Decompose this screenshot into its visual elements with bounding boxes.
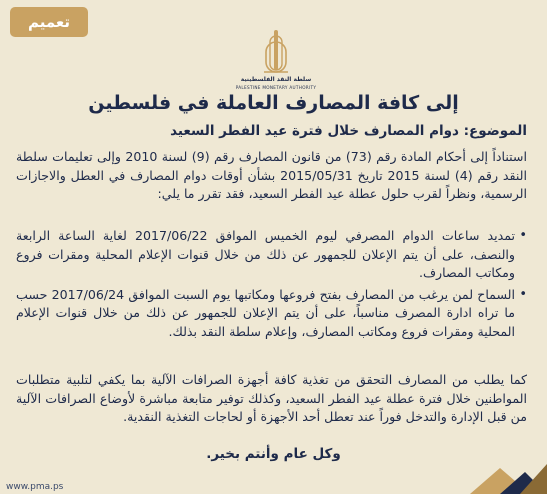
pma-logo [216, 30, 336, 92]
footer-decoration [0, 454, 547, 494]
atm-paragraph: كما يطلب من المصارف التحقق من تغذية كافة أجهزة الصرافات الآلية بما يكفي لتلبية متطلبات المواطنين خلال فترة عطلة عيد الفطر السعيد، وكذلك توفير متابعة مباشرة لأوضاع الصرافات الآلية من قبل الإدارة والتدخل فوراً عند تعطل أحد الأجهزة أو لحاجات التغذية النقدية. [16, 372, 527, 425]
decision-item-2: • السماح لمن يرغب من المصارف بفتح فروعها ومكاتبها يوم السبت الموافق 2017/06/24 حسب ما تراه ادارة المصرف مناسباً، على أن يتم الإعلان للجمهور عن ذلك من خلال قنوات الإعلام المحلية ومقرات فروع ومكاتب المصارف، وإعلام سلطة النقد بذلك. [16, 286, 527, 342]
closing-greeting: وكل عام وأنتم بخير. [206, 446, 341, 462]
logo-arabic-name: سلطة النقد الفلسطينية [240, 76, 312, 83]
website-link[interactable]: www.pma.ps [6, 482, 64, 492]
decision-list [16, 227, 527, 345]
page-title: إلى كافة المصارف العاملة في فلسطين [88, 92, 459, 114]
subject-line: الموضوع: دوام المصارف خلال فترة عيد الفطر السعيد [170, 123, 527, 139]
circular-badge: تعميم [10, 7, 88, 37]
logo-english-name: PALESTINE MONETARY AUTHORITY [235, 85, 317, 90]
decision-item-1: • تمديد ساعات الدوام المصرفي ليوم الخميس الموافق 2017/06/22 لغاية الساعة الرابعة والنصف، على أن يتم الإعلان للجمهور عن ذلك من خلال قنوات الإعلام المحلية ومقرات فروع ومكاتب المصارف. [16, 227, 527, 283]
pma-emblem-icon [264, 30, 288, 74]
intro-paragraph: استناداً إلى أحكام المادة رقم (73) من قانون المصارف رقم (9) لسنة 2010 وإلى تعليمات سلطة النقد رقم (4) لسنة 2015 تاريخ 2015/05/31 بشأن أوقات دوام المصارف في العطل والاجازات الرسمية، ونظراً لقرب حلول عطلة عيد الفطر السعيد، فقد تقرر ما يلي: [16, 149, 527, 202]
